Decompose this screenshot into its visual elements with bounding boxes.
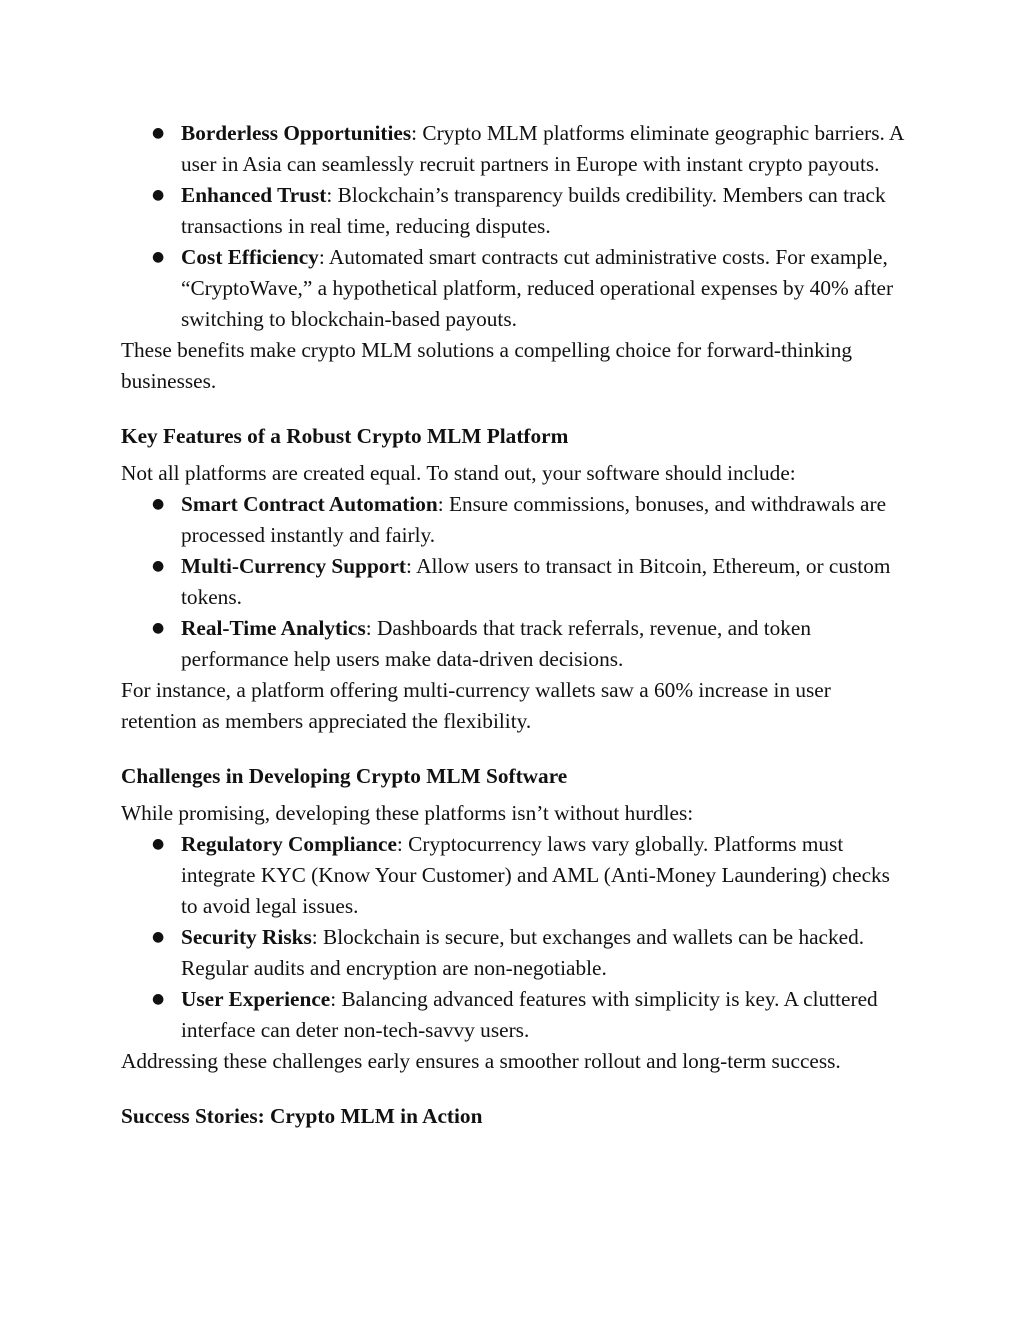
list-item-text: : Dashboards that track referrals, revenue, and token performance help users make data-driven decisions. [181, 616, 812, 671]
list-item [121, 829, 911, 922]
list-item [121, 922, 911, 984]
list-item [121, 489, 911, 551]
list-item-term: Multi-Currency Support [181, 554, 407, 578]
bullet-icon: ● [152, 620, 165, 636]
bullet-icon: ● [152, 125, 165, 141]
bullet-icon: ● [152, 991, 165, 1007]
list-item-term: Security Risks [181, 925, 312, 949]
features-heading: Key Features of a Robust Crypto MLM Platform [121, 424, 569, 448]
list-item-text: : Blockchain’s transparency builds credibility. Members can track transactions in real time, reducing disputes. [181, 183, 886, 238]
list-item [121, 242, 911, 335]
list-item-text: : Crypto MLM platforms eliminate geographic barriers. A user in Asia can seamlessly recruit partners in Europe with instant crypto payouts. [181, 121, 904, 176]
bullet-icon: ● [152, 249, 165, 265]
list-item-term: Real-Time Analytics [181, 616, 366, 640]
list-item-term: Smart Contract Automation [181, 492, 438, 516]
document-page [121, 118, 911, 1138]
list-item-text: : Automated smart contracts cut administrative costs. For example, “CryptoWave,” a hypothetical platform, reduced operational expenses by 40% after switching to blockchain-based payouts. [181, 245, 894, 331]
challenges-list [121, 829, 911, 1046]
benefits-closing-paragraph: These benefits make crypto MLM solutions a compelling choice for forward-thinking businesses. [121, 338, 852, 393]
list-item-text: : Blockchain is secure, but exchanges and wallets can be hacked. Regular audits and encryption are non-negotiable. [181, 925, 865, 980]
list-item [121, 180, 911, 242]
success-heading: Success Stories: Crypto MLM in Action [121, 1104, 483, 1128]
list-item-text: : Cryptocurrency laws vary globally. Platforms must integrate KYC (Know Your Customer) and AML (Anti-Money Laundering) checks to avoid legal issues. [181, 832, 890, 918]
list-item [121, 613, 911, 675]
bullet-icon: ● [152, 558, 165, 574]
list-item-text: : Ensure commissions, bonuses, and withdrawals are processed instantly and fairly. [181, 492, 887, 547]
features-list [121, 489, 911, 675]
challenges-intro-paragraph: While promising, developing these platforms isn’t without hurdles: [121, 801, 694, 825]
list-item-term: Regulatory Compliance [181, 832, 397, 856]
list-item [121, 551, 911, 613]
list-item-term: Enhanced Trust [181, 183, 327, 207]
list-item [121, 118, 911, 180]
list-item-text: : Allow users to transact in Bitcoin, Ethereum, or custom tokens. [181, 554, 891, 609]
list-item-text: : Balancing advanced features with simplicity is key. A cluttered interface can deter non-tech-savvy users. [181, 987, 878, 1042]
features-intro-paragraph: Not all platforms are created equal. To stand out, your software should include: [121, 461, 796, 485]
bullet-icon: ● [152, 496, 165, 512]
challenges-closing-paragraph: Addressing these challenges early ensures a smoother rollout and long-term success. [121, 1049, 841, 1073]
challenges-heading: Challenges in Developing Crypto MLM Software [121, 764, 568, 788]
bullet-icon: ● [152, 929, 165, 945]
benefits-list [121, 118, 911, 335]
list-item-term: Cost Efficiency [181, 245, 319, 269]
bullet-icon: ● [152, 836, 165, 852]
list-item-term: Borderless Opportunities [181, 121, 412, 145]
list-item [121, 984, 911, 1046]
list-item-term: User Experience [181, 987, 331, 1011]
bullet-icon: ● [152, 187, 165, 203]
features-closing-paragraph: For instance, a platform offering multi-currency wallets saw a 60% increase in user retention as members appreciated the flexibility. [121, 678, 831, 733]
